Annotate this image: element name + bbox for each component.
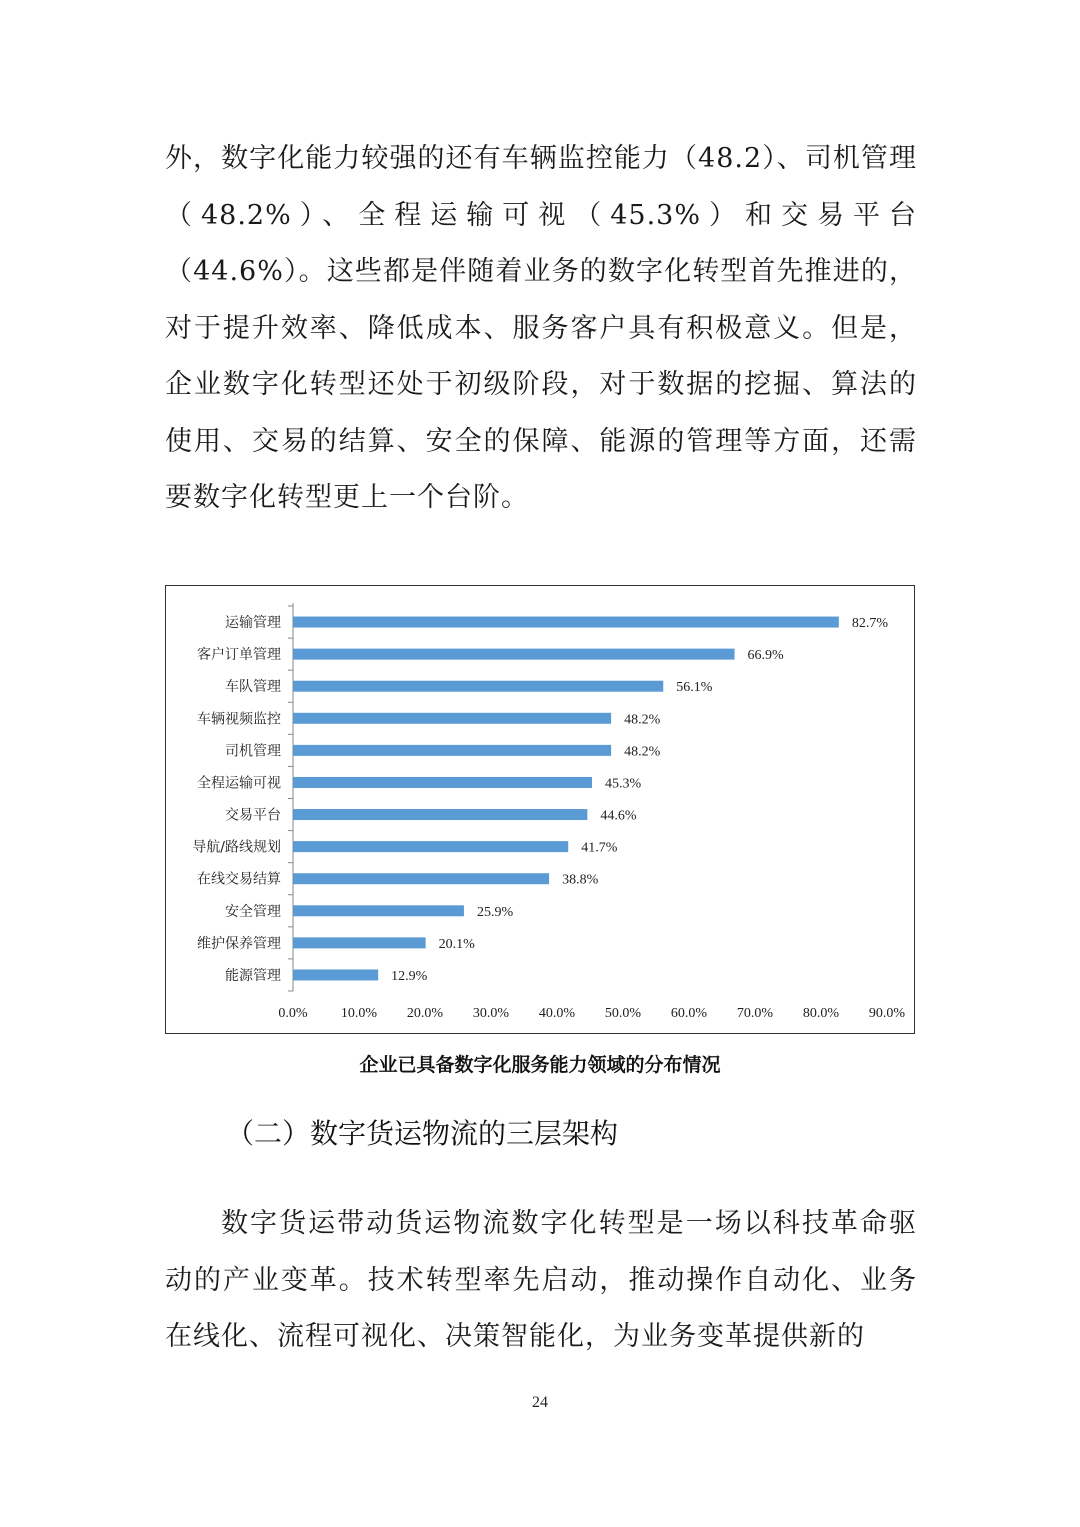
data-label: 56.1% bbox=[676, 680, 713, 696]
data-label: 66.9% bbox=[747, 648, 784, 664]
category-label: 能源管理 bbox=[225, 967, 281, 984]
bar bbox=[293, 969, 378, 980]
x-tick-label: 0.0% bbox=[278, 1006, 308, 1021]
data-label: 48.2% bbox=[624, 712, 661, 728]
data-label: 38.8% bbox=[562, 872, 599, 888]
data-label: 12.9% bbox=[391, 968, 428, 984]
data-label: 45.3% bbox=[604, 776, 642, 792]
paragraph-intro: 外，数字化能力较强的还有车辆监控能力（48.2）、司机管理（48.2%）、全程运输可视（45.3%）和交易平台（44.6%）。这些都是伴随着业务的数字化转型首先推进的，对于提升效率、降低成本、服务客户具有积极意义。但是，企业数字化转型还处于初级阶段，对于数据的挖掘、算法的使用、交易的结算、安全的保障、能源的管理等方面，还需要数字化转型更上一个台阶。 bbox=[165, 143, 917, 513]
page-number: 24 bbox=[532, 1394, 548, 1411]
category-label: 车队管理 bbox=[225, 679, 281, 696]
category-label: 导航/路线规划 bbox=[192, 839, 281, 856]
x-tick-label: 60.0% bbox=[670, 1006, 708, 1021]
category-label: 车辆视频监控 bbox=[197, 711, 281, 728]
data-label: 44.6% bbox=[600, 808, 637, 824]
category-label: 运输管理 bbox=[225, 615, 281, 632]
bar bbox=[293, 873, 549, 884]
bar bbox=[293, 841, 568, 852]
x-tick-label: 30.0% bbox=[472, 1006, 510, 1021]
bar bbox=[293, 809, 587, 820]
bar-chart bbox=[165, 585, 915, 1034]
data-label: 20.1% bbox=[438, 936, 475, 952]
bar bbox=[293, 905, 464, 916]
data-label: 41.7% bbox=[581, 840, 618, 856]
category-label: 安全管理 bbox=[225, 903, 281, 920]
data-label: 48.2% bbox=[624, 744, 661, 760]
category-label: 维护保养管理 bbox=[197, 935, 281, 952]
x-tick-label: 10.0% bbox=[340, 1006, 378, 1021]
section-heading: （二）数字货运物流的三层架构 bbox=[226, 1117, 619, 1150]
bar bbox=[293, 713, 611, 724]
chart-canvas bbox=[166, 586, 916, 1035]
paragraph-section2: 数字货运带动货运物流数字化转型是一场以科技革命驱动的产业变革。技术转型率先启动，推动操作自动化、业务在线化、流程可视化、决策智能化，为业务变革提供新的 bbox=[165, 1208, 917, 1352]
data-label: 82.7% bbox=[851, 616, 888, 632]
x-tick-label: 50.0% bbox=[604, 1006, 642, 1021]
category-label: 交易平台 bbox=[225, 807, 281, 824]
category-label: 客户订单管理 bbox=[197, 647, 281, 664]
x-tick-label: 80.0% bbox=[802, 1006, 840, 1021]
x-tick-label: 90.0% bbox=[868, 1006, 906, 1021]
category-label: 全程运输可视 bbox=[197, 775, 281, 792]
x-tick-label: 70.0% bbox=[736, 1006, 774, 1021]
chart-caption: 企业已具备数字化服务能力领域的分布情况 bbox=[359, 1054, 721, 1076]
data-label: 25.9% bbox=[476, 904, 514, 920]
category-label: 司机管理 bbox=[225, 743, 281, 760]
bar bbox=[293, 649, 735, 660]
bar bbox=[293, 777, 592, 788]
bar bbox=[293, 617, 839, 628]
category-label: 在线交易结算 bbox=[197, 871, 281, 888]
x-tick-label: 40.0% bbox=[538, 1006, 576, 1021]
bar bbox=[293, 745, 611, 756]
x-tick-label: 20.0% bbox=[406, 1006, 444, 1021]
bar bbox=[293, 937, 426, 948]
bar bbox=[293, 681, 663, 692]
